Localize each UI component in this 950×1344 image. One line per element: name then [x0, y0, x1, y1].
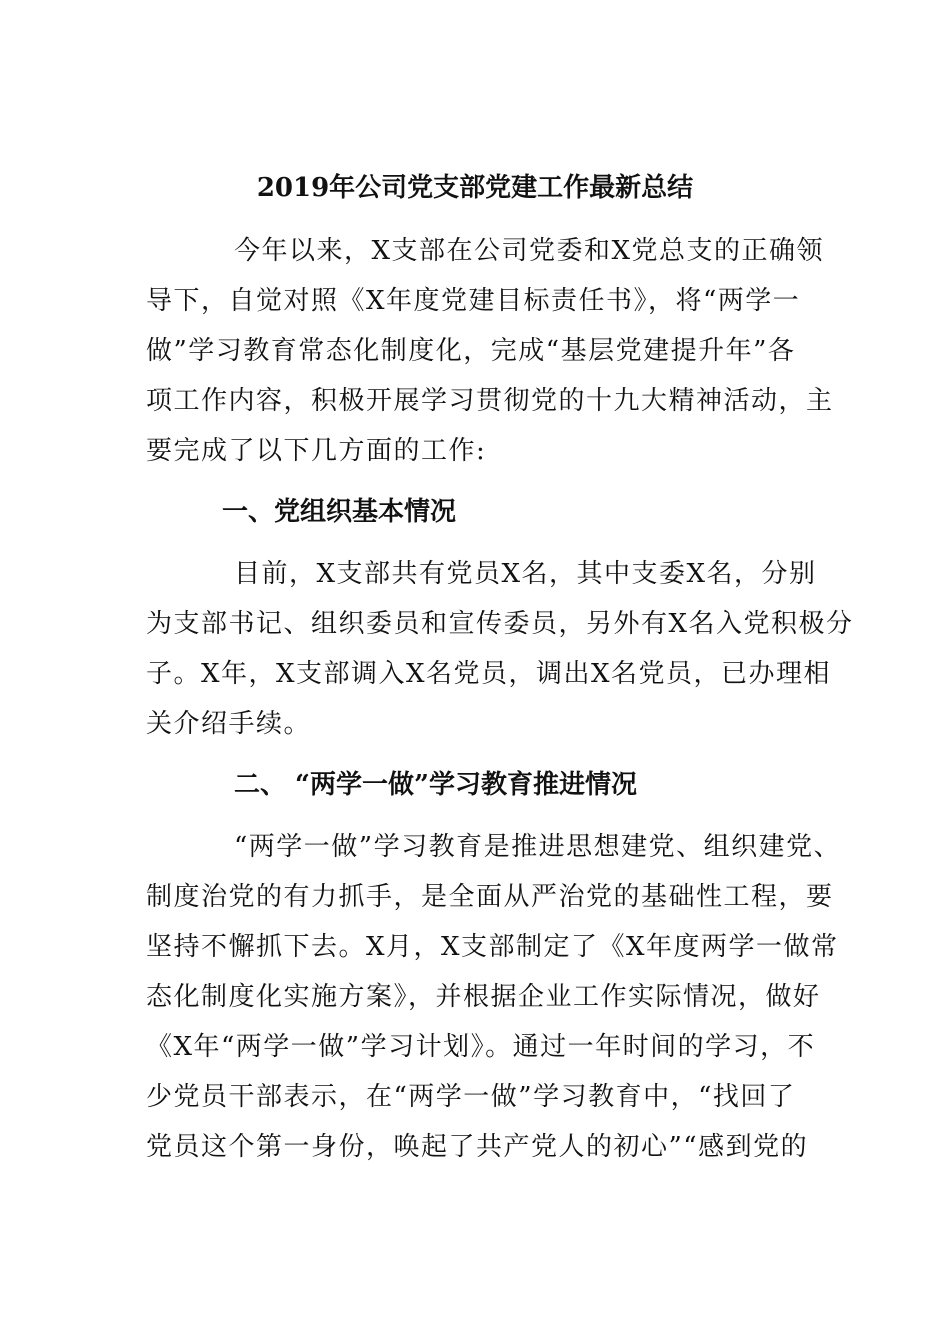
intro-line-3: 做”学习教育常态化制度化，完成“基层党建提升年”各: [146, 336, 796, 366]
intro-line-2: 导下，自觉对照《X年度党建目标责任书》，将“两学一: [146, 286, 801, 316]
document-title: 2019年公司党支部党建工作最新总结: [256, 173, 694, 203]
section-1-line-1: 目前，X支部共有党员X名，其中支委X名，分别: [234, 559, 817, 589]
section-2-line-5: 《X年“两学一做”学习计划》。通过一年时间的学习，不: [146, 1032, 816, 1062]
section-2-line-7: 党员这个第一身份，唤起了共产党人的初心”“感到党的: [146, 1132, 809, 1162]
intro-line-5: 要完成了以下几方面的工作:: [146, 436, 487, 466]
section-2-line-6: 少党员干部表示，在“两学一做”学习教育中，“找回了: [146, 1082, 796, 1112]
section-1-line-3: 子。X年，X支部调入X名党员，调出X名党员，已办理相: [146, 659, 832, 689]
intro-line-4: 项工作内容，积极开展学习贯彻党的十九大精神活动，主: [146, 386, 834, 416]
section-1-line-2: 为支部书记、组织委员和宣传委员，另外有X名入党积极分: [146, 609, 854, 639]
section-1-line-4: 关介绍手续。: [146, 709, 312, 739]
section-2-line-4: 态化制度化实施方案》，并根据企业工作实际情况，做好: [146, 982, 821, 1012]
section-2-line-1: “两学一做”学习教育是推进思想建党、组织建党、: [234, 832, 842, 862]
section-2-line-2: 制度治党的有力抓手，是全面从严治党的基础性工程，要: [146, 882, 834, 912]
section-1-heading: 一、党组织基本情况: [222, 497, 457, 527]
intro-line-1: 今年以来，X支部在公司党委和X党总支的正确领: [234, 236, 825, 266]
section-2-heading: 二、 “两学一做”学习教育推进情况: [234, 770, 637, 800]
section-2-line-3: 坚持不懈抓下去。X月，X支部制定了《X年度两学一做常: [146, 932, 839, 962]
